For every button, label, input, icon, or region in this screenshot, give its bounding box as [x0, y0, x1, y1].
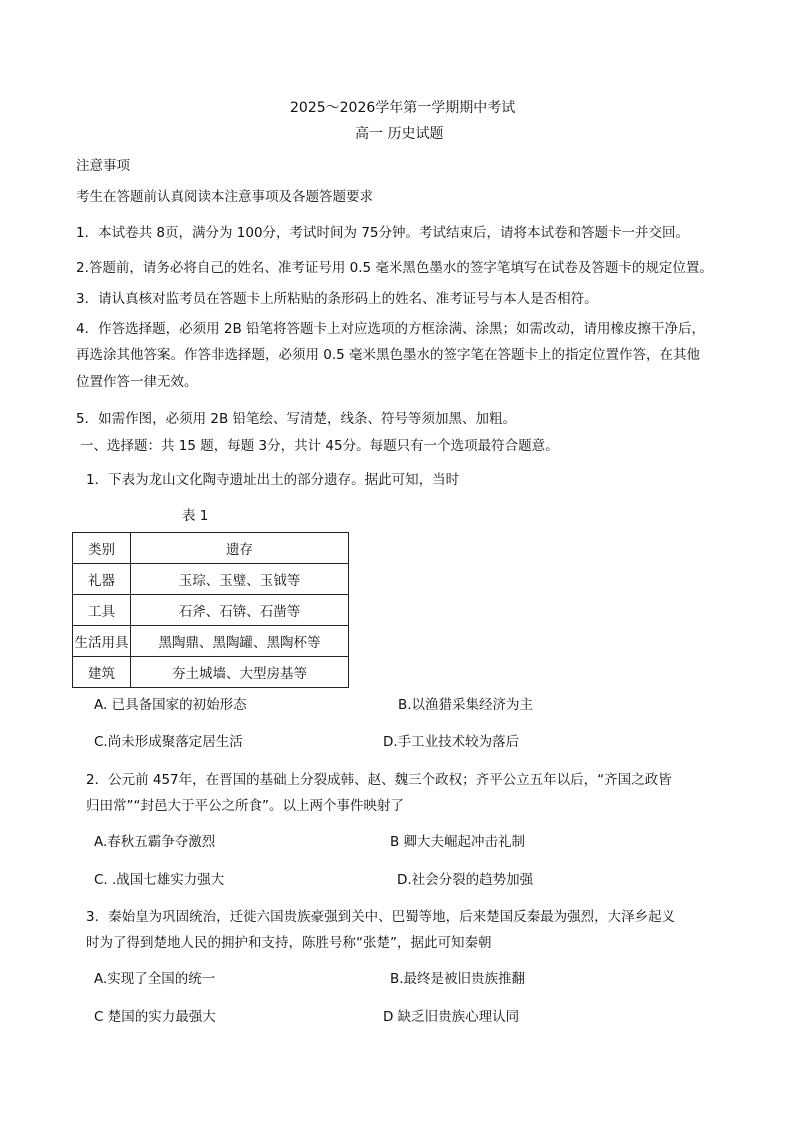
- notice-item-4c: 位置作答一律无效。: [76, 374, 198, 390]
- table-row: [73, 595, 349, 626]
- q3-stem-line2: 时为了得到楚地人民的拥护和支持，陈胜号称“张楚”，据此可知秦朝: [86, 935, 492, 951]
- q3-option-c: C 楚国的实力最强大: [94, 1009, 216, 1025]
- table-cell: 礼器: [73, 564, 131, 595]
- q1-option-b: B.以渔猎采集经济为主: [398, 697, 534, 713]
- q2-stem-line1: 2．公元前 457年，在晋国的基础上分裂成韩、赵、魏三个政权；齐平公立五年以后，“齐国之政皆: [86, 772, 672, 788]
- q2-option-d: D.社会分裂的趋势加强: [397, 872, 534, 888]
- q3-option-a: A.实现了全国的统一: [94, 971, 216, 987]
- table-cell: 工具: [73, 595, 131, 626]
- section-heading: 一、选择题：共 15 题，每题 3分，共计 45分。每题只有一个选项最符合题意。: [80, 438, 559, 454]
- table-header-remains: 遗存: [131, 533, 349, 564]
- notice-item-5: 5．如需作图，必须用 2B 铅笔绘、写清楚，线条、符号等须加黑、加粗。: [76, 411, 517, 427]
- notice-item-4a: 4．作答选择题，必须用 2B 铅笔将答题卡上对应选项的方框涂满、涂黑；如需改动，请用橡皮擦干净后，: [76, 321, 706, 337]
- q2-option-b: B 卿大夫崛起冲击礼制: [390, 834, 526, 850]
- q3-stem-line1: 3．秦始皇为巩固统治，迁徙六国贵族豪强到关中、巴蜀等地，后来楚国反秦最为强烈，大泽乡起义: [86, 909, 676, 925]
- q1-table: [72, 532, 349, 688]
- table-row: [73, 533, 349, 564]
- q2-stem-line2: 归田常”“封邑大于平公之所食”。以上两个事件映射了: [86, 798, 404, 814]
- q3-option-d: D 缺乏旧贵族心理认同: [383, 1009, 520, 1025]
- exam-subtitle: 高一 历史试题: [355, 126, 444, 142]
- notice-intro: 考生在答题前认真阅读本注意事项及各题答题要求: [76, 189, 373, 205]
- table-row: [73, 564, 349, 595]
- q3-option-b: B.最终是被旧贵族推翻: [390, 971, 526, 987]
- q2-option-a: A.春秋五霸争夺激烈: [94, 834, 216, 850]
- notice-item-3: 3．请认真核对监考员在答题卡上所粘贴的条形码上的姓名、准考证号与本人是否相符。: [76, 291, 598, 307]
- q1-stem: 1．下表为龙山文化陶寺遗址出土的部分遗存。据此可知，当时: [86, 472, 460, 488]
- table-cell: 玉琮、玉璧、玉钺等: [131, 564, 349, 595]
- q1-option-d: D.手工业技术较为落后: [383, 734, 520, 750]
- exam-title: 2025～2026学年第一学期期中考试: [290, 100, 516, 116]
- q1-option-a: A. 已具备国家的初始形态: [94, 697, 247, 713]
- table-cell: 黑陶鼎、黑陶罐、黑陶杯等: [131, 626, 349, 657]
- notice-item-4b: 再选涂其他答案。作答非选择题，必须用 0.5 毫米黑色墨水的签字笔在答题卡上的指定位置作答，在其他: [76, 347, 701, 363]
- q1-table-caption: 表 1: [182, 508, 209, 524]
- table-cell: 建筑: [73, 657, 131, 688]
- table-header-category: 类别: [73, 533, 131, 564]
- table-cell: 夯土城墙、大型房基等: [131, 657, 349, 688]
- table-row: [73, 626, 349, 657]
- notice-heading: 注意事项: [76, 158, 130, 174]
- notice-item-2: 2.答题前，请务必将自己的姓名、准考证号用 0.5 毫米黑色墨水的签字笔填写在试卷及答题卡的规定位置。: [76, 260, 713, 276]
- notice-item-1: 1．本试卷共 8页，满分为 100分，考试时间为 75分钟。考试结束后，请将本试卷和答题卡一并交回。: [76, 225, 689, 241]
- table-cell: 石斧、石锛、石凿等: [131, 595, 349, 626]
- table-row: [73, 657, 349, 688]
- table-cell: 生活用具: [73, 626, 131, 657]
- q1-option-c: C.尚未形成聚落定居生活: [94, 734, 243, 750]
- q2-option-c: C. .战国七雄实力强大: [94, 872, 225, 888]
